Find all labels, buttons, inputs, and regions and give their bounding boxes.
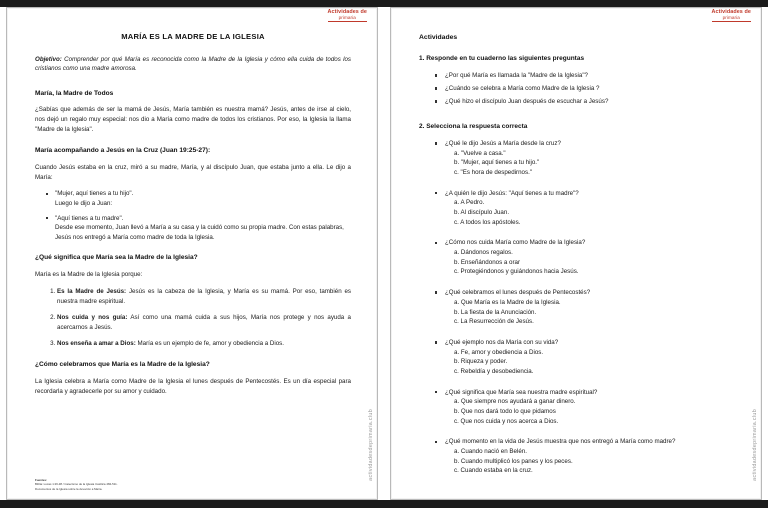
sources-label: Fuentes:	[35, 477, 48, 482]
section-heading-cruz: María acompañando a Jesús en la Cruz (Juan 19:25-27):	[35, 147, 211, 155]
mcq-1-stem: ¿Qué le dijo Jesús a María desde la cruz?	[445, 139, 561, 147]
objective-label: Objetivo:	[35, 56, 62, 63]
mcq-7-option-a[interactable]: a. Cuando nació en Belén.	[454, 448, 527, 456]
top-edge-bar	[0, 0, 768, 7]
meaning-numbered-list	[35, 287, 351, 349]
mcq-5-option-b[interactable]: b. Riqueza y poder.	[454, 358, 508, 366]
list-item	[445, 238, 735, 277]
sources-footer	[35, 478, 118, 491]
badge-line-2: primaria	[338, 14, 356, 20]
meaning-item-3-bold: Nos enseña a amar a Dios:	[57, 340, 136, 348]
section-paragraph-madre-de-todos: ¿Sabías que además de ser la mamá de Jesús, María también es nuestra mamá? Jesús, antes de irse al cielo, nos dejó un regalo muy especial: nos dio a María como madre de todos los cristianos. Por eso, la Iglesia la llama "Madre de la Iglesia".	[35, 106, 351, 133]
left-page-content	[7, 8, 377, 499]
right-page	[390, 7, 762, 500]
list-item	[57, 339, 351, 349]
mcq-2-option-b[interactable]: b. Al discípulo Juan.	[454, 209, 510, 217]
meaning-item-1-bold: Es la Madre de Jesús:	[57, 287, 127, 295]
activity-1-question-list	[419, 71, 735, 107]
list-item	[57, 313, 351, 332]
badge-line-2: primaria	[722, 14, 740, 20]
objective-paragraph	[35, 55, 351, 74]
watermark-right: actividadesdeprimaria.club	[752, 409, 758, 481]
activity-1-heading: 1. Responde en tu cuaderno las siguientes preguntas	[419, 55, 585, 62]
brand-badge-left	[328, 10, 367, 22]
mcq-2-stem: ¿A quién le dijo Jesús: "Aquí tienes a tu madre"?	[445, 189, 579, 197]
list-item	[445, 139, 735, 178]
mcq-4-option-c[interactable]: c. La Resurrección de Jesús.	[454, 318, 534, 326]
activities-title: Actividades	[419, 34, 458, 41]
meaning-item-3-rest: María es un ejemplo de fe, amor y obediencia a Dios.	[135, 340, 284, 348]
mcq-2-option-c[interactable]: c. A todos los apóstoles.	[454, 218, 521, 226]
list-item: ¿Cuándo se celebra a María como Madre de la Iglesia ?	[445, 84, 735, 94]
objective-text: Comprender por qué María es reconocida como la Madre de la Iglesia y cómo ella cuida de todos los cristianos como una madre amorosa.	[35, 56, 351, 73]
cruz-quote-1-follow: Luego le dijo a Juan:	[55, 200, 113, 208]
section-paragraph-celebramos: La Iglesia celebra a María como Madre de la Iglesia el lunes después de Pentecostés. Es un día especial para recordarla y agradecerle por su amor y cuidado.	[35, 377, 351, 395]
activity-2-question-list	[419, 139, 735, 476]
bottom-edge-bar	[0, 500, 768, 508]
section-paragraph-cruz: Cuando Jesús estaba en la cruz, miró a su madre, María, y al discípulo Juan, que estaba junto a ella. Le dijo a María:	[35, 164, 351, 181]
section-heading-celebramos: ¿Cómo celebramos que María es la Madre de la Iglesia?	[35, 361, 210, 369]
mcq-3-stem: ¿Cómo nos cuida María como Madre de la Iglesia?	[445, 239, 586, 247]
list-item: ¿Por qué María es llamada la "Madre de la Iglesia"?	[445, 71, 735, 81]
list-item	[445, 338, 735, 377]
mcq-3-option-b[interactable]: b. Enseñándonos a orar	[454, 258, 521, 266]
activity-2-heading: 2. Selecciona la respuesta correcta	[419, 122, 528, 130]
right-page-content	[391, 8, 761, 499]
list-item	[445, 189, 735, 228]
brand-badge-right	[712, 10, 751, 22]
list-item	[55, 189, 351, 208]
badge-line-1: Actividades de	[327, 9, 367, 15]
meaning-item-2-rest: Así como una mamá cuida a sus hijos, María nos protege y nos ayuda a acercarnos a Jesús.	[57, 314, 352, 331]
mcq-4-stem: ¿Qué celebramos el lunes después de Pentecostés?	[445, 289, 591, 297]
list-item	[445, 437, 735, 476]
mcq-3-option-c[interactable]: c. Protegiéndonos y guiándonos hacia Jesús.	[454, 268, 579, 276]
list-item: ¿Qué hizo el discípulo Juan después de escuchar a Jesús?	[445, 97, 735, 107]
section-heading-madre-de-todos: María, la Madre de Todos	[35, 89, 114, 97]
list-item	[445, 388, 735, 427]
list-item	[55, 214, 351, 243]
section-lead-significa: María es la Madre de la Iglesia porque:	[35, 271, 143, 279]
mcq-4-option-b[interactable]: b. La fiesta de la Anunciación.	[454, 308, 537, 316]
mcq-6-option-c[interactable]: c. Que nos cuida y nos acerca a Dios.	[454, 417, 559, 425]
list-item	[57, 287, 351, 306]
mcq-4-option-a[interactable]: a. Que María es la Madre de la Iglesia.	[454, 298, 561, 306]
cruz-closing-paragraph: Desde ese momento, Juan llevó a María a su casa y la cuidó como su propia madre. Con estas palabras, Jesús nos entregó a María como madre de toda la Iglesia.	[55, 224, 344, 241]
watermark-left: actividadesdeprimaria.club	[368, 409, 374, 481]
mcq-7-option-c[interactable]: c. Cuando estaba en la cruz.	[454, 467, 533, 475]
cruz-quote-list	[35, 189, 351, 242]
page-spread	[0, 7, 768, 500]
meaning-item-2-bold: Nos cuida y nos guía:	[57, 314, 128, 322]
mcq-1-option-b[interactable]: b. "Mujer, aquí tienes a tu hijo."	[454, 159, 540, 167]
section-heading-significa: ¿Qué significa que María sea la Madre de la Iglesia?	[35, 254, 198, 262]
page-title: MARÍA ES LA MADRE DE LA IGLESIA	[121, 32, 265, 41]
mcq-6-option-a[interactable]: a. Que siempre nos ayudará a ganar dinero.	[454, 398, 576, 406]
mcq-3-option-a[interactable]: a. Dándonos regalos.	[454, 249, 513, 257]
mcq-5-option-a[interactable]: a. Fe, amor y obediencia a Dios.	[454, 348, 544, 356]
mcq-7-option-b[interactable]: b. Cuando multiplicó los panes y los peces.	[454, 457, 573, 465]
list-item	[445, 288, 735, 327]
mcq-5-stem: ¿Qué ejemplo nos da María con su vida?	[445, 338, 559, 346]
mcq-5-option-c[interactable]: c. Rebeldía y desobediencia.	[454, 367, 534, 375]
mcq-1-option-c[interactable]: c. "Es hora de despedirnos."	[454, 168, 532, 176]
mcq-1-option-a[interactable]: a. "Vuelve a casa."	[454, 149, 506, 157]
cruz-quote-1: "Mujer, aquí tienes a tu hijo".	[55, 190, 134, 198]
sources-line-1: Biblia: Lucas 1:26-38 / Catecismo de la Iglesia Católica 484-511.	[35, 482, 118, 487]
mcq-7-stem: ¿Qué momento en la vida de Jesús muestra que nos entregó a María como madre?	[445, 438, 676, 446]
left-page	[6, 7, 378, 500]
mcq-2-option-a[interactable]: a. A Pedro.	[454, 199, 485, 207]
mcq-6-stem: ¿Qué significa que María sea nuestra madre espiritual?	[445, 388, 598, 396]
cruz-quote-2: "Aquí tienes a tu madre".	[55, 214, 124, 222]
badge-line-1: Actividades de	[711, 9, 751, 15]
sources-line-2: Documentos de la Iglesia sobre la devoción a María.	[35, 486, 103, 491]
meaning-item-1-rest: Jesús es la cabeza de la Iglesia, y María es su mamá. Por eso, también es nuestra madre espiritual.	[57, 287, 351, 305]
mcq-6-option-b[interactable]: b. Que nos dará todo lo que pidamos	[454, 408, 556, 416]
